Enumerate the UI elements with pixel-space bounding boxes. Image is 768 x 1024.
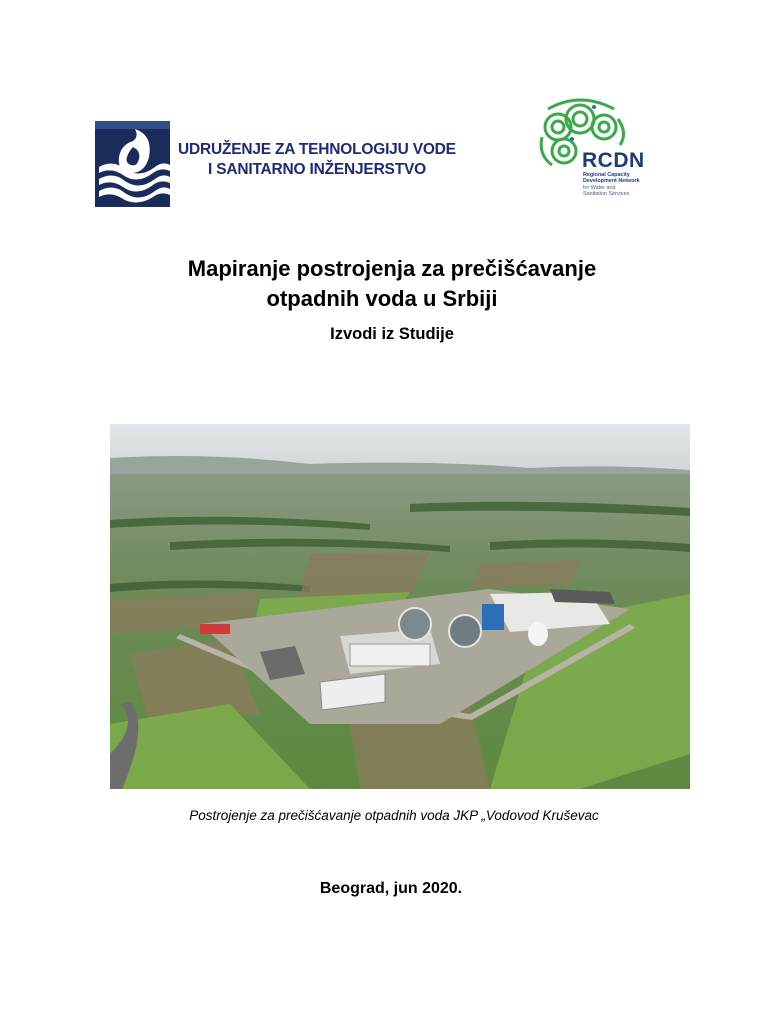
wastewater-plant-image: [110, 424, 690, 789]
rcdn-tagline: [583, 172, 673, 198]
organization-name: [178, 140, 478, 180]
title-line1: Mapiranje postrojenja za prečišćavanje: [187, 256, 597, 281]
place-date: Beograd, jun 2020.: [319, 880, 463, 897]
aerial-photo: [110, 424, 690, 789]
water-drop-icon: [95, 121, 170, 207]
rcdn-tagline-3: for Water and: [583, 184, 616, 191]
rcdn-acronym: RCDN: [582, 149, 645, 172]
document-subtitle: Izvodi iz Studije: [330, 325, 454, 343]
rcdn-tagline-4: Sanitation Services: [583, 191, 630, 198]
org-name-line2: I SANITARNO INŽENJERSTVO: [208, 161, 426, 178]
rcdn-tagline-1: Regional Capacity: [583, 172, 630, 178]
association-logo: [95, 121, 170, 207]
photo-caption: Postrojenje za prečišćavanje otpadnih voda JKP „Vodovod Kruševac: [189, 808, 599, 823]
org-name-line1: UDRUŽENJE ZA TEHNOLOGIJU VODE: [178, 141, 456, 158]
rcdn-tagline-2: Development Network: [583, 178, 640, 185]
document-title: [0, 254, 768, 314]
title-line2: otpadnih voda u Srbiji: [266, 286, 498, 311]
